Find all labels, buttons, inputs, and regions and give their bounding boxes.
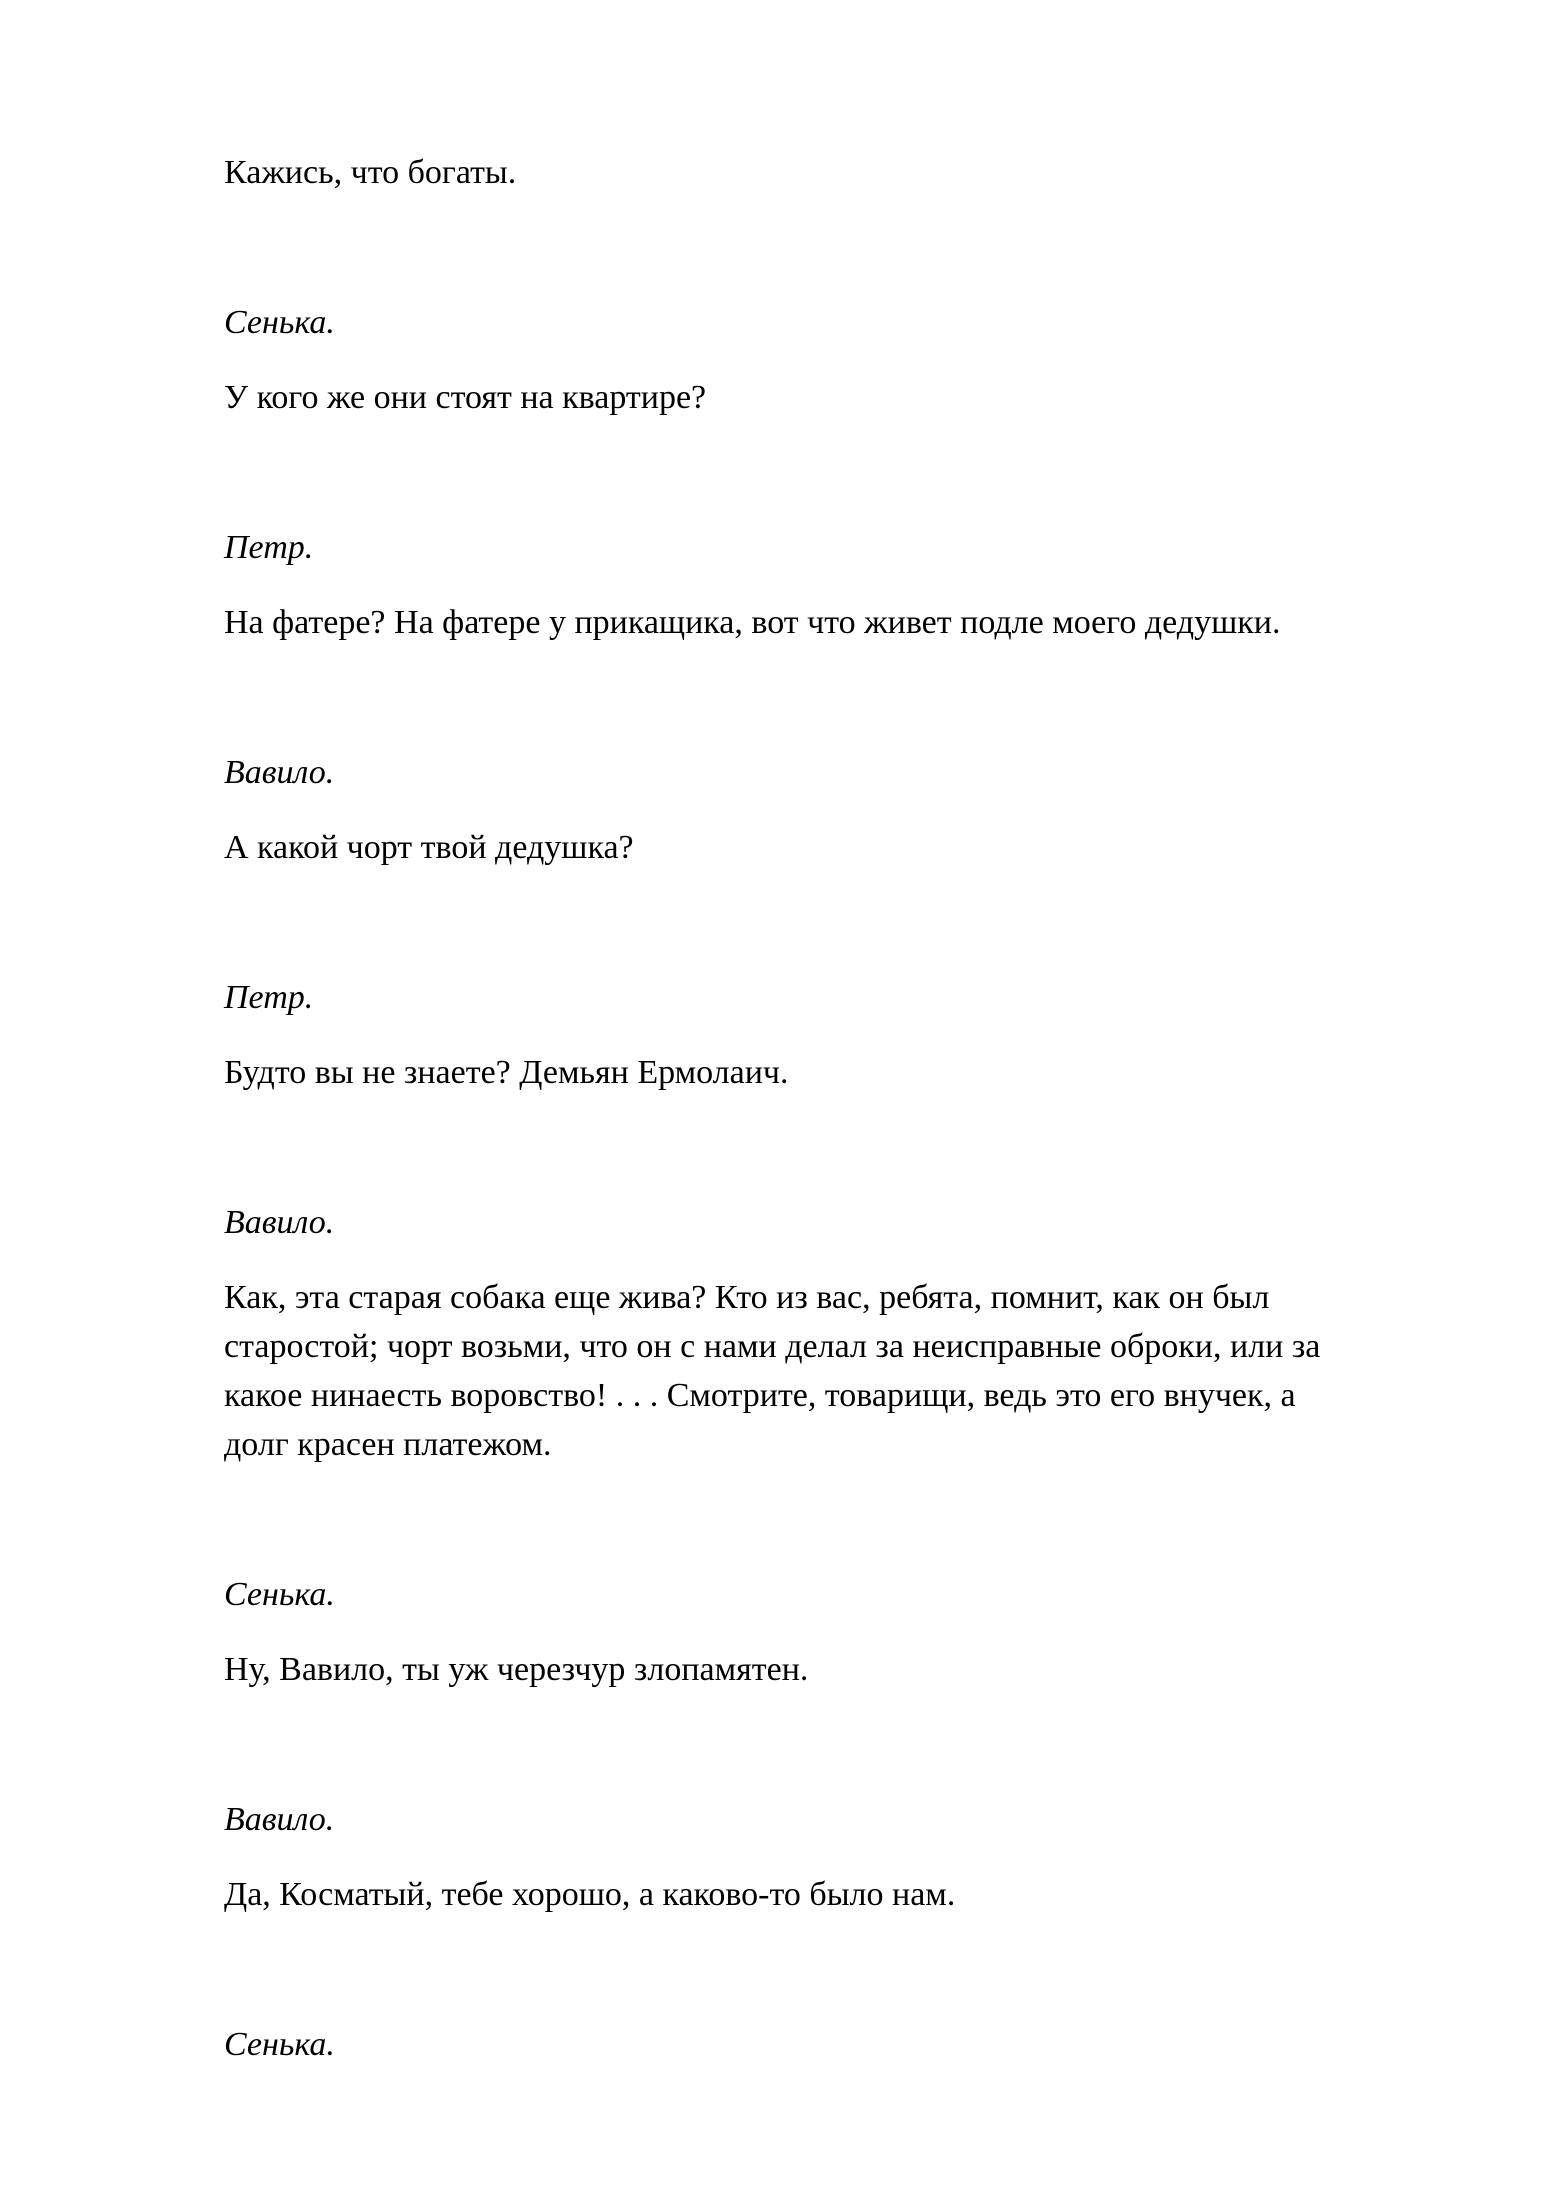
speaker-name: Вавило. — [224, 754, 335, 791]
speech-paragraph-line: какое нинаесть воровство! . . . Смотрите, товарищи, ведь это его внучек, а — [224, 1377, 1296, 1414]
speaker-name: Петр. — [224, 529, 314, 566]
speaker-name: Сенька. — [224, 1576, 335, 1613]
speech-paragraph — [224, 1273, 1424, 1469]
speech-line: Будто вы не знаете? Демьян Ермолаич. — [224, 1054, 789, 1091]
speech-line: Да, Косматый, тебе хорошо, а каково-то было нам. — [224, 1876, 956, 1913]
speech-paragraph-line: долг красен платежом. — [224, 1426, 552, 1463]
speech-paragraph-line: старостой; чорт возьми, что он с нами делал за неисправные оброки, или за — [224, 1328, 1321, 1365]
speaker-name: Петр. — [224, 979, 314, 1016]
speaker-name: Сенька. — [224, 304, 335, 341]
speech-line: У кого же они стоят на квартире? — [224, 379, 707, 416]
speech-line: А какой чорт твой дедушка? — [224, 829, 634, 866]
speaker-name: Вавило. — [224, 1801, 335, 1838]
speech-line: Кажись, что богаты. — [224, 154, 517, 191]
speaker-name: Вавило. — [224, 1204, 335, 1241]
speaker-name: Сенька. — [224, 2026, 335, 2063]
speech-paragraph-line: Как, эта старая собака еще жива? Кто из вас, ребята, помнит, как он был — [224, 1279, 1270, 1316]
speech-line: На фатере? На фатере у прикащика, вот что живет подле моего дедушки. — [224, 604, 1281, 641]
speech-line: Ну, Вавило, ты уж черезчур злопамятен. — [224, 1651, 809, 1688]
